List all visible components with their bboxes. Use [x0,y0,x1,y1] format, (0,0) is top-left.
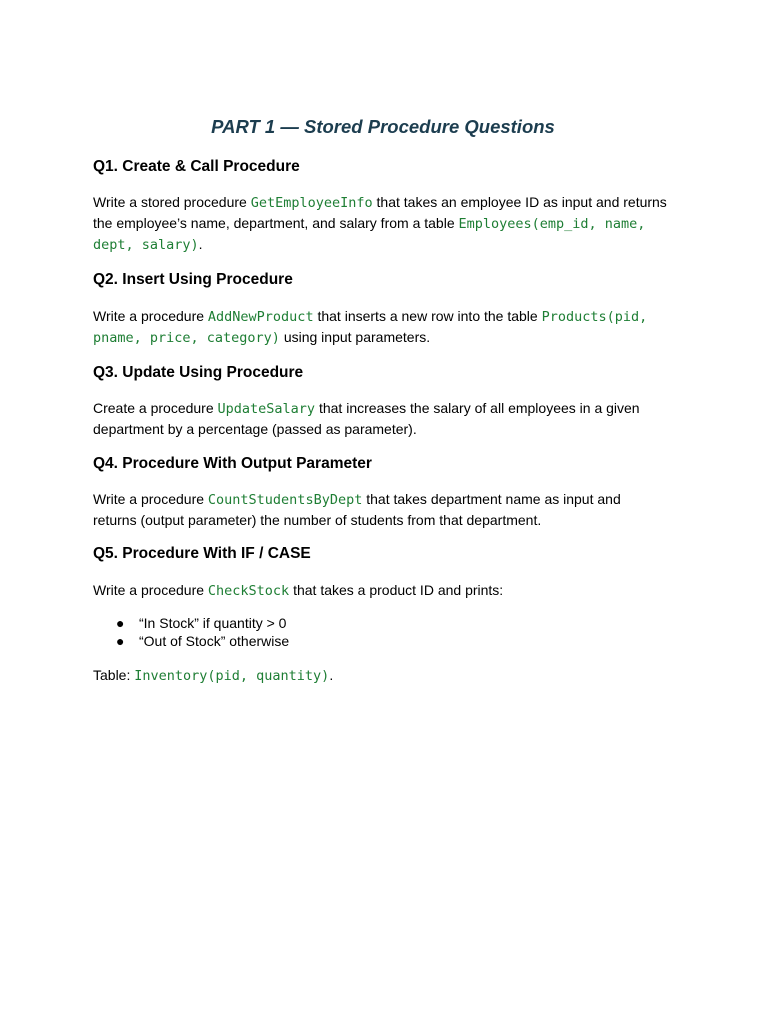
q1-heading: Q1. Create & Call Procedure [93,158,300,175]
q2-heading: Q2. Insert Using Procedure [93,271,293,288]
page-title: PART 1 — Stored Procedure Questions [211,116,555,137]
q1-text [93,192,668,255]
q2-code-procedure: AddNewProduct [207,309,314,325]
q3-text [93,398,668,439]
q2-code-table: Products(pid, pname, price, category) [93,309,648,346]
q5-heading: Q5. Procedure With IF / CASE [93,545,311,562]
q2-text [93,306,668,348]
bullet-text: “Out of Stock” otherwise [139,633,290,649]
q5-text-part2: that takes a product ID and prints: [289,582,504,598]
q5-table-line [93,665,668,686]
q3-text-part2: that increases the salary of all employees in a given department by a percentage (passed as parameter). [93,400,640,437]
q3-heading: Q3. Update Using Procedure [93,364,304,381]
q1-text-part1: Write a stored procedure [93,194,251,210]
list-item [93,614,289,632]
q2-text-part3: using input parameters. [279,329,431,345]
q5-table-end: . [329,667,334,683]
q5-text-part1: Write a procedure [93,582,208,598]
bullet-text: “In Stock” if quantity > 0 [139,615,287,631]
q4-heading: Q4. Procedure With Output Parameter [93,455,372,472]
bullet-dot-icon: ● [116,633,125,649]
q3-text-part1: Create a procedure [93,400,218,416]
q5-text [93,580,668,601]
q4-code-procedure: CountStudentsByDept [207,492,363,508]
q5-table-label: Table: [93,667,135,683]
q3-code-procedure: UpdateSalary [217,401,316,417]
q4-text-part2: that takes department name as input and returns (output parameter) the number of students from that department. [93,491,621,528]
q5-code-table: Inventory(pid, quantity) [134,668,330,684]
q1-code-table: Employees(emp_id, name, dept, salary) [93,216,646,253]
q1-code-procedure: GetEmployeeInfo [250,195,373,211]
q5-code-procedure: CheckStock [207,583,290,599]
q5-bullet-list [93,614,289,650]
q1-text-part2: that takes an employee ID as input and returns the employee’s name, department, and salary from a table [93,194,667,231]
q4-text [93,489,668,530]
q2-text-part2: that inserts a new row into the table [313,308,542,324]
q4-text-part1: Write a procedure [93,491,208,507]
q1-text-part3: . [198,236,203,252]
bullet-dot-icon: ● [116,615,125,631]
q2-text-part1: Write a procedure [93,308,208,324]
list-item [93,632,289,650]
